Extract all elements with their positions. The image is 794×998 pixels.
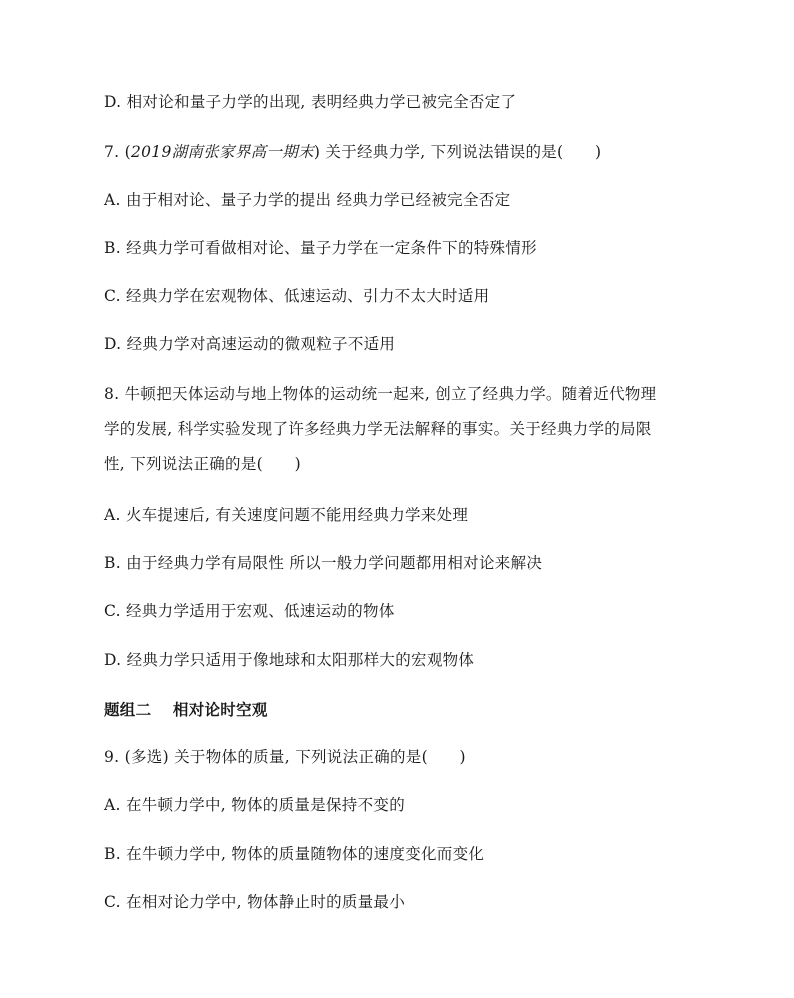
section-heading: 题组二 相对论时空观: [104, 700, 268, 719]
q8-option-d: D. 经典力学只适用于像地球和太阳那样大的宏观物体: [104, 651, 475, 669]
q8-stem-line-2: 学的发展, 科学实验发现了许多经典力学无法解释的事实。关于经典力学的局限: [104, 420, 652, 438]
q8-option-a: A. 火车提速后, 有关速度问题不能用经典力学来处理: [104, 506, 469, 524]
q6-option-d: D. 相对论和量子力学的出现, 表明经典力学已被完全否定了: [104, 93, 517, 111]
q7-suffix: ) 关于经典力学, 下列说法错误的是( ): [313, 143, 602, 161]
q8-option-b: B. 由于经典力学有局限性 所以一般力学问题都用相对论来解决: [104, 554, 543, 572]
q8-stem-line-3: 性, 下列说法正确的是( ): [104, 455, 301, 473]
q8-option-c: C. 经典力学适用于宏观、低速运动的物体: [104, 602, 395, 620]
q7-option-c: C. 经典力学在宏观物体、低速运动、引力不太大时适用: [104, 287, 490, 305]
q7-source: 2019湖南张家界高一期末: [130, 143, 314, 161]
q8-stem-line-1: 8. 牛顿把天体运动与地上物体的运动统一起来, 创立了经典力学。随着近代物理: [104, 385, 657, 403]
q9-stem: 9. (多选) 关于物体的质量, 下列说法正确的是( ): [104, 748, 466, 766]
q7-option-b: B. 经典力学可看做相对论、量子力学在一定条件下的特殊情形: [104, 239, 537, 257]
q7-option-d: D. 经典力学对高速运动的微观粒子不适用: [104, 335, 396, 353]
q9-option-c: C. 在相对论力学中, 物体静止时的质量最小: [104, 893, 406, 911]
q9-option-b: B. 在牛顿力学中, 物体的质量随物体的速度变化而变化: [104, 845, 485, 863]
q7-option-a: A. 由于相对论、量子力学的提出 经典力学已经被完全否定: [104, 191, 511, 209]
q7-prefix: 7. (: [104, 143, 131, 161]
q9-option-a: A. 在牛顿力学中, 物体的质量是保持不变的: [104, 796, 406, 814]
q7-stem: [104, 142, 601, 162]
